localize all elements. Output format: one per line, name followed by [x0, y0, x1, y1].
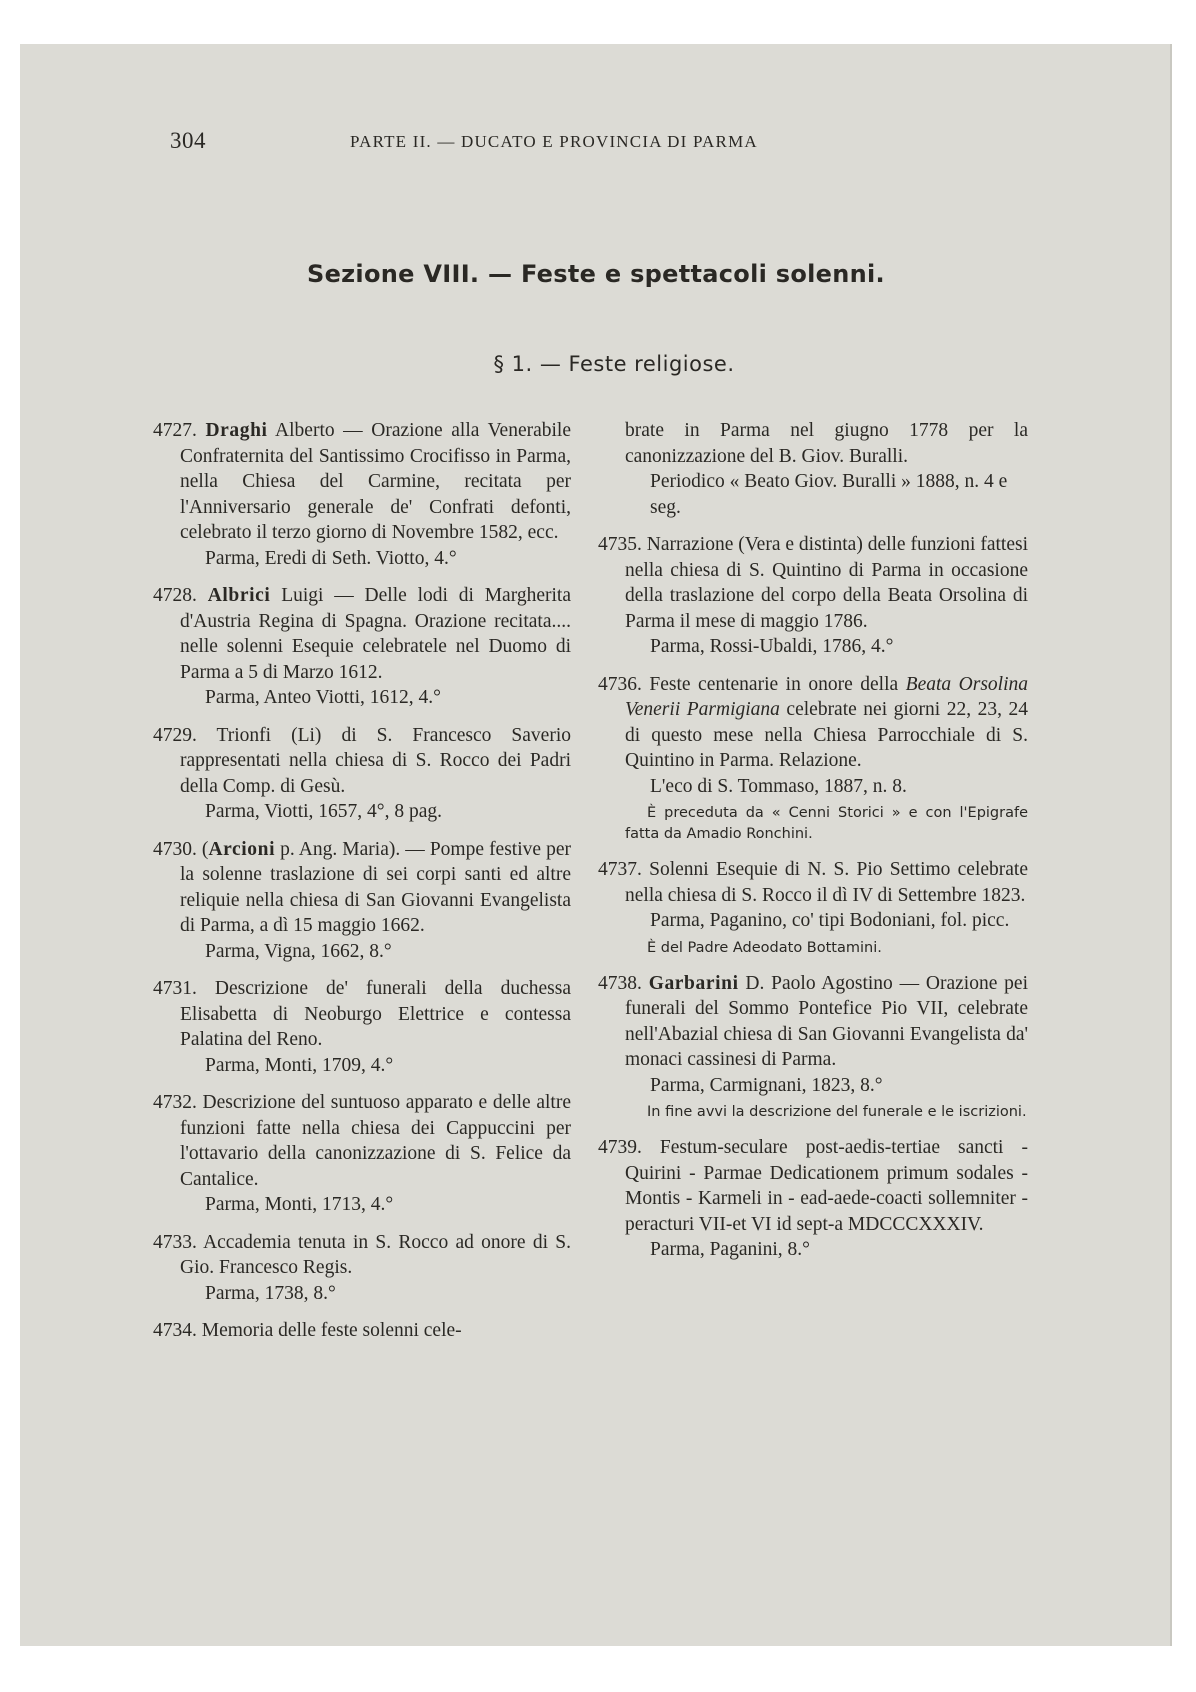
entry-note: È del Padre Adeodato Bottamini.: [647, 939, 882, 956]
entry-text-after: celebrate nei giorni 22, 23, 24 di questo mese nella Chiesa Parrocchiale di S. Quintino in Parma. Relazione.: [625, 699, 1028, 771]
catalog-entry-4736: [598, 672, 1028, 846]
entry-text: Descrizione de' funerali della duchessa Elisabetta di Neoburgo Elettrice e contessa Palatina del Reno.: [180, 978, 571, 1050]
entry-text: Descrizione del suntuoso apparato e delle altre funzioni fatte nella chiesa dei Cappuccini per l'ottavario della canonizzazione di S. Felice da Cantalice.: [180, 1092, 571, 1190]
entry-body: [153, 837, 571, 939]
entry-text: Accademia tenuta in S. Rocco ad onore di S. Gio. Francesco Regis.: [180, 1231, 571, 1278]
entry-imprint: L'eco di S. Tommaso, 1887, n. 8.: [650, 775, 907, 797]
catalog-entry-4734: [153, 1318, 571, 1344]
page-header: [170, 128, 930, 158]
entry-number: 4730.: [153, 838, 197, 860]
catalog-entry-4733: [153, 1230, 571, 1307]
entry-number: 4735.: [598, 534, 642, 555]
entry-imprint: Parma, 1738, 8.°: [205, 1282, 336, 1304]
section-title: Sezione VIII. — Feste e spettacoli solenni.: [307, 260, 885, 288]
entry-text: p. Ang. Maria). — Pompe festive per la solenne traslazione di sei corpi santi ed altre reliquie nella chiesa di San Giovanni Evangelista di Parma, a dì 15 maggio 1662.: [180, 838, 571, 936]
entry-body: [598, 971, 1028, 1073]
catalog-entry-4728: [153, 583, 571, 711]
catalog-entry-4738: [598, 971, 1028, 1124]
catalog-entry-4739: [598, 1135, 1028, 1263]
entry-imprint: Parma, Eredi di Seth. Viotto, 4.°: [205, 547, 457, 569]
entry-prefix: (: [196, 838, 209, 860]
entry-imprint: Parma, Anteo Viotti, 1612, 4.°: [205, 687, 441, 708]
entry-body: [598, 532, 1028, 634]
catalog-entry-4727: [153, 418, 571, 571]
entry-author: Albrici: [207, 585, 271, 606]
entry-imprint: Parma, Rossi-Ubaldi, 1786, 4.°: [650, 636, 894, 657]
entry-number: 4736.: [598, 673, 642, 695]
left-column: [153, 418, 571, 1356]
entry-body: [153, 976, 571, 1053]
entry-body: [598, 857, 1028, 908]
entry-body: [153, 1090, 571, 1192]
entry-number: 4727.: [153, 420, 197, 441]
entry-number: 4739.: [598, 1137, 642, 1158]
entry-note: È preceduta da « Cenni Storici » e con l'Epigrafe fatta da Amadio Ronchini.: [625, 805, 1028, 842]
subsection-title: § 1. — Feste religiose.: [493, 352, 735, 376]
catalog-entry-4730: [153, 837, 571, 965]
entry-number: 4733.: [153, 1231, 197, 1253]
catalog-entry-4731: [153, 976, 571, 1078]
entry-body: [153, 418, 571, 546]
entry-body: [598, 1135, 1028, 1237]
entry-text: Trionfi (Li) di S. Francesco Saverio rappresentati nella chiesa di S. Rocco dei Padri della Comp. di Gesù.: [180, 724, 571, 797]
entry-number: 4729.: [153, 724, 197, 746]
entry-note: In fine avvi la descrizione del funerale e le iscrizioni.: [647, 1104, 1027, 1120]
right-column: [598, 418, 1028, 1275]
entry-text: Narrazione (Vera e distinta) delle funzioni fattesi nella chiesa di S. Quintino di Parma in occasione della traslazione del corpo della Beata Orsolina di Parma il mese di maggio 1786.: [625, 534, 1028, 632]
entry-text: Alberto — Orazione alla Venerabile Confraternita del Santissimo Crocifisso in Parma, nella Chiesa del Carmine, recitata per l'Anniversario generale de' Confrati defonti, celebrato il terzo giorno di Novembre 1582, ecc.: [180, 420, 572, 543]
catalog-entry-4729: [153, 723, 571, 825]
entry-number: 4737.: [598, 859, 642, 880]
catalog-entry-4734-continued: [598, 418, 1028, 520]
entry-number: 4728.: [153, 585, 197, 606]
entry-text: Memoria delle feste solenni cele-: [196, 1320, 462, 1341]
entry-number: 4734.: [153, 1320, 197, 1341]
entry-text: Festum-seculare post-aedis-tertiae sancti - Quirini - Parmae Dedicationem primum sodales - Montis - Karmeli in - ead-aede-coacti sollemniter - peracturi VII-et VI id sept-a MDCCCXXXIV.: [625, 1137, 1028, 1235]
entry-text: Feste centenarie in onore della: [641, 673, 906, 695]
catalog-entry-4732: [153, 1090, 571, 1218]
page-number: 304: [170, 128, 206, 153]
entry-continuation: brate in Parma nel giugno 1778 per la canonizzazione del B. Giov. Buralli.: [625, 420, 1028, 467]
entry-italic-title: Beata Orsolina Venerii Parmigiana: [625, 673, 1028, 720]
entry-imprint: Parma, Monti, 1713, 4.°: [205, 1194, 394, 1215]
entry-imprint: Parma, Paganino, co' tipi Bodoniani, fol. picc.: [650, 910, 1010, 931]
entry-number: 4738.: [598, 972, 642, 994]
entry-body: [598, 672, 1028, 774]
entry-imprint: Parma, Carmignani, 1823, 8.°: [650, 1074, 883, 1096]
catalog-entry-4735: [598, 532, 1028, 660]
entry-author: Draghi: [205, 420, 268, 441]
entry-text: Luigi — Delle lodi di Margherita d'Austria Regina di Spagna. Orazione recitata.... nelle solenni Esequie celebratele nel Duomo di Parma a 5 di Marzo 1612.: [180, 585, 571, 683]
entry-imprint: Parma, Viotti, 1657, 4°, 8 pag.: [205, 801, 442, 822]
entry-text: D. Paolo Agostino — Orazione pei funerali del Sommo Pontefice Pio VII, celebrate nell'Abazial chiesa di San Giovanni Evangelista da' monaci cassinesi di Parma.: [625, 972, 1029, 1070]
entry-body: [153, 1318, 571, 1344]
entry-body: [153, 1230, 571, 1281]
entry-author: Arcioni: [208, 838, 276, 860]
entry-imprint: Parma, Vigna, 1662, 8.°: [205, 940, 392, 962]
book-page: [20, 44, 1172, 1646]
entry-body: [153, 583, 571, 685]
entry-imprint: Parma, Paganini, 8.°: [650, 1239, 810, 1260]
entry-number: 4731.: [153, 978, 197, 999]
entry-body: [153, 723, 571, 800]
entry-author: Garbarini: [648, 972, 739, 994]
entry-imprint: Parma, Monti, 1709, 4.°: [205, 1054, 394, 1076]
entry-number: 4732.: [153, 1092, 197, 1113]
entry-text: Solenni Esequie di N. S. Pio Settimo celebrate nella chiesa di S. Rocco il dì IV di Settembre 1823.: [625, 859, 1028, 906]
entry-imprint: Periodico « Beato Giov. Buralli » 1888, n. 4 e seg.: [650, 471, 1008, 518]
running-head: PARTE II. — DUCATO E PROVINCIA DI PARMA: [350, 132, 758, 151]
catalog-entry-4737: [598, 857, 1028, 959]
